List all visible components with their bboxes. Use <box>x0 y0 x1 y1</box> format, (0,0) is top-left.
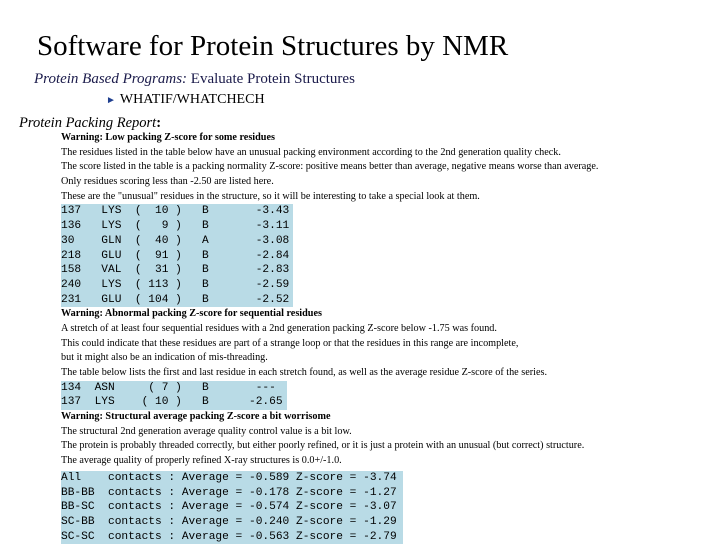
text-line: This could indicate that these residues are part of a strange loop or that the residues in this range are incomplete, <box>61 337 519 349</box>
text-line: A stretch of at least four sequential residues with a 2nd generation packing Z-score below -1.75 was found. <box>61 322 497 334</box>
warning-structural-average: Warning: Structural average packing Z-score a bit worrisome <box>61 411 331 423</box>
table-row: 136 LYS ( 9 ) B -3.11 <box>61 220 290 233</box>
table-row: BB-BB contacts : Average = -0.178 Z-score = -1.27 <box>61 486 397 499</box>
stretch-table <box>61 381 287 410</box>
subtitle-topic: Evaluate Protein Structures <box>187 71 355 87</box>
table-row: 231 GLU ( 104 ) B -2.52 <box>61 293 290 306</box>
table-row: All contacts : Average = -0.589 Z-score = -3.74 <box>61 471 397 484</box>
contacts-table <box>61 471 403 544</box>
warning-low-packing: Warning: Low packing Z-score for some residues <box>61 132 275 143</box>
text-line: The structural 2nd generation average quality control value is a bit low. <box>61 425 352 437</box>
text-line: The average quality of properly refined X-ray structures is 0.0+/-1.0. <box>61 455 342 467</box>
subtitle-label: Protein Based Programs: <box>34 71 188 87</box>
table-row: BB-SC contacts : Average = -0.574 Z-score = -3.07 <box>61 501 397 514</box>
text-line: The protein is probably threaded correctly, but either poorly refined, or it is just a protein with an unusual (but correct) structure. <box>61 440 585 452</box>
table-row: 134 ASN ( 7 ) B --- <box>61 381 276 394</box>
table-row: 137 LYS ( 10 ) B -3.43 <box>61 205 290 218</box>
text-line: but it might also be an indication of mis-threading. <box>61 352 268 364</box>
table-row: 30 GLN ( 40 ) A -3.08 <box>61 234 290 247</box>
table-row: SC-SC contacts : Average = -0.563 Z-score = -2.79 <box>61 530 397 543</box>
text-line: These are the "unusual" residues in the structure, so it will be interesting to take a special look at them. <box>61 190 480 202</box>
text-line: The table below lists the first and last residue in each stretch found, as well as the average residue Z-score of the series. <box>61 367 547 378</box>
bullet-text: WHATIF/WHATCHECH <box>119 92 265 107</box>
table-row: 137 LYS ( 10 ) B -2.65 <box>61 396 283 409</box>
table-row: SC-BB contacts : Average = -0.240 Z-score = -1.29 <box>61 515 397 528</box>
report-content <box>61 131 716 544</box>
text-line: The score listed in the table is a packing normality Z-score: positive means better than average, negative means worse than average. <box>61 161 599 173</box>
text-line: The residues listed in the table below have an unusual packing environment according to the 2nd generation quality check. <box>61 146 561 158</box>
report-colon: : <box>156 115 162 131</box>
warning-sequential: Warning: Abnormal packing Z-score for sequential residues <box>61 308 322 320</box>
triangle-bullet-icon: ► <box>106 95 116 106</box>
slide-title: Software for Protein Structures by NMR <box>37 30 509 62</box>
table-row: 158 VAL ( 31 ) B -2.83 <box>61 264 290 277</box>
report-title: Protein Packing Report <box>19 115 157 131</box>
residue-table <box>61 204 293 307</box>
text-line: Only residues scoring less than -2.50 are listed here. <box>61 176 274 188</box>
bullet-item <box>106 92 265 108</box>
table-row: 240 LYS ( 113 ) B -2.59 <box>61 278 290 291</box>
table-row: 218 GLU ( 91 ) B -2.84 <box>61 249 290 262</box>
subtitle <box>34 71 355 88</box>
report-heading <box>19 115 161 132</box>
